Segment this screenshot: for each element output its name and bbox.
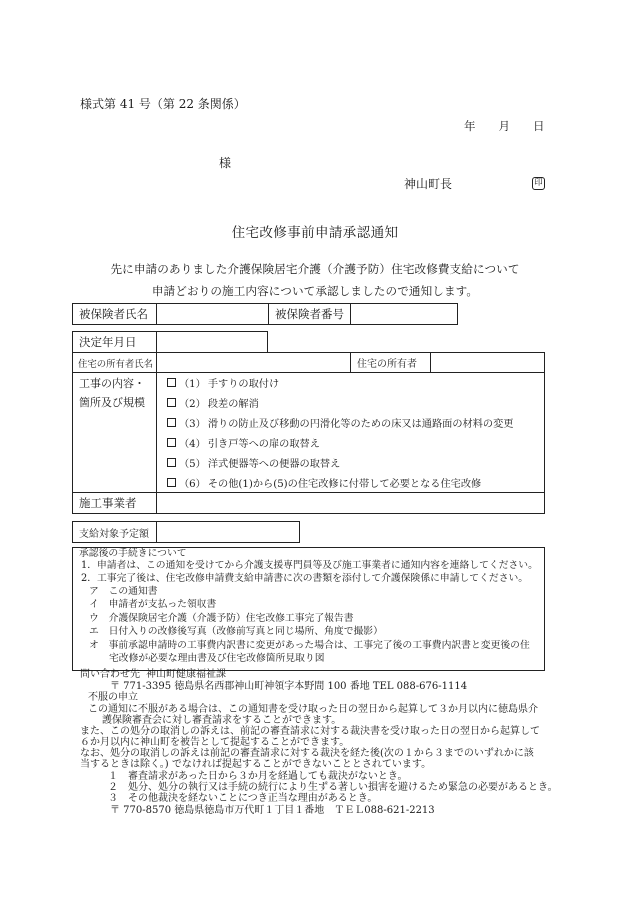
procedures-heading: 承認後の手続きについて — [79, 548, 187, 559]
work-item-number: （6） — [179, 478, 206, 490]
work-item-number: （1） — [179, 379, 206, 391]
intro-line-2: 申請どおりの施工内容について承認しましたので通知します。 — [151, 284, 479, 298]
seal-stamp: 印 — [532, 177, 545, 190]
checkbox — [167, 438, 176, 447]
insured-number-field — [351, 304, 457, 324]
appeal-text-line: なお、処分の取消しの訴えは前記の審査請求に対する裁決を経た後(次の１から３までのいずれかに該 — [80, 748, 534, 759]
appeal-heading: 不服の申立 — [88, 692, 138, 703]
appeal-condition: ３ その他裁決を経ないことにつき正当な理由があるとき。 — [108, 793, 378, 804]
decision-date-row — [72, 331, 268, 353]
work-item — [167, 393, 544, 413]
procedure-step: 1．申請者は、この通知を受けてから介護支援専門員等及び施工事業者に通知内容を連絡してください。 — [81, 560, 538, 571]
contractor-row — [73, 493, 544, 513]
work-item — [167, 453, 544, 473]
procedure-step: 2．工事完了後は、住宅改修申請費支給申請書に次の書類を添付して介護保険係に申請してください。 — [81, 573, 529, 584]
appeal-condition: １ 審査請求があった日から３か月を経過しても裁決がないとき。 — [108, 771, 408, 782]
appeal-text-line: 護保険審査会に対し審査請求をすることができます。 — [102, 715, 342, 726]
insured-name-field — [157, 304, 269, 324]
appeal-text-line: この通知に不服がある場合は、この通知書を受け取った日の翌日から起算して３か月以内に徳島県介 — [88, 704, 538, 715]
checkbox — [167, 458, 176, 467]
work-item — [167, 472, 544, 492]
required-document-continuation: 宅改修が必要な理由書及び住宅改修箇所見取り図 — [109, 653, 325, 664]
appeal-text-line: ６か月以内に神山町を被告として提起することができます。 — [80, 737, 350, 748]
form-number: 様式第 41 号（第 22 条関係） — [80, 97, 246, 111]
owner-name-field — [157, 353, 351, 372]
contact-department: 神山町健康福祉課 — [146, 669, 226, 680]
work-item — [167, 413, 544, 433]
required-document: オ 事前承認申請時の工事費内訳書に変更があった場合は、工事完了後の工事費内訳書と変更後の住 — [89, 640, 530, 651]
required-document: ウ 介護保険居宅介護（介護予防）住宅改修工事完了報告書 — [89, 613, 354, 624]
required-document: エ 日付入りの改修後写真（改修前写真と同じ場所、角度で撮影） — [89, 626, 383, 637]
owner-field — [431, 353, 544, 372]
amount-field — [157, 522, 299, 542]
owner-label: 住宅の所有者 — [351, 353, 431, 372]
work-label-line-1: 工事の内容・ — [79, 377, 145, 390]
intro-line-1: 先に申請のありました介護保険居宅介護（介護予防）住宅改修費支給について — [110, 262, 520, 276]
issuer-name: 神山町長 — [404, 177, 453, 191]
work-item-number: （2） — [179, 399, 206, 411]
owner-row — [73, 353, 544, 373]
decision-date-field — [157, 332, 267, 352]
checkbox — [167, 378, 176, 387]
required-document: イ 申請者が支払った領収書 — [89, 599, 217, 610]
document-title: 住宅改修事前申請承認通知 — [231, 225, 399, 241]
contact-label: 問い合わせ先 — [80, 669, 140, 680]
work-detail-table — [72, 352, 545, 514]
work-items-list — [157, 373, 544, 492]
insured-number-label: 被保険者番号 — [269, 304, 351, 324]
work-item-text: 滑りの防止及び移動の円滑化等のための床又は通路面の材料の変更 — [207, 419, 514, 431]
work-item-text: 洋式便器等への便器の取替え — [207, 459, 341, 470]
appeal-condition: ２ 処分、処分の執行又は手続の続行により生ずる著しい損害を避けるため緊急の必要があるとき。 — [108, 782, 558, 793]
contractor-field — [157, 493, 544, 513]
checkbox — [167, 418, 176, 427]
work-item-text: その他(1)から(5)の住宅改修に付帯して必要となる住宅改修 — [207, 478, 482, 490]
work-item — [167, 373, 544, 393]
work-item-number: （4） — [179, 439, 206, 451]
checkbox — [167, 478, 176, 487]
recipient-suffix: 様 — [219, 156, 232, 170]
work-item — [167, 433, 544, 453]
work-item-text: 段差の解消 — [207, 399, 259, 411]
amount-label: 支給対象予定額 — [73, 522, 157, 542]
amount-row — [72, 521, 300, 543]
insured-name-label: 被保険者氏名 — [73, 304, 157, 324]
decision-date-label: 決定年月日 — [73, 332, 157, 352]
owner-name-label: 住宅の所有者氏名 — [73, 353, 157, 372]
procedures-box — [72, 547, 545, 671]
appeal-text-line: また、この処分の取消しの訴えは、前記の審査請求に対する裁決書を受け取った日の翌日から起算して — [80, 726, 540, 737]
required-document: ア この通知書 — [89, 586, 158, 597]
contractor-label: 施工事業者 — [73, 493, 157, 513]
date-line: 年 月 日 — [464, 119, 545, 133]
appeal-address: 〒 770-8570 徳島県徳島市万代町１丁目１番地 ＴＥＬ088-621-2213 — [110, 805, 435, 816]
work-item-text: 引き戸等への扉の取替え — [207, 439, 320, 451]
work-item-number: （5） — [179, 459, 206, 470]
work-item-text: 手すりの取付け — [207, 379, 280, 391]
insured-row — [72, 303, 458, 325]
work-label-line-2: 箇所及び規模 — [79, 396, 145, 409]
appeal-text-line: 当するときは除く。) でなければ提起することができないこととされています。 — [80, 759, 432, 770]
work-row — [73, 373, 544, 493]
work-item-number: （3） — [179, 419, 206, 431]
checkbox — [167, 398, 176, 407]
work-label — [73, 373, 157, 492]
contact-address: 〒 771-3395 徳島県名西郡神山町神領字本野間 100 番地 TEL 088-676-1114 — [110, 681, 468, 692]
